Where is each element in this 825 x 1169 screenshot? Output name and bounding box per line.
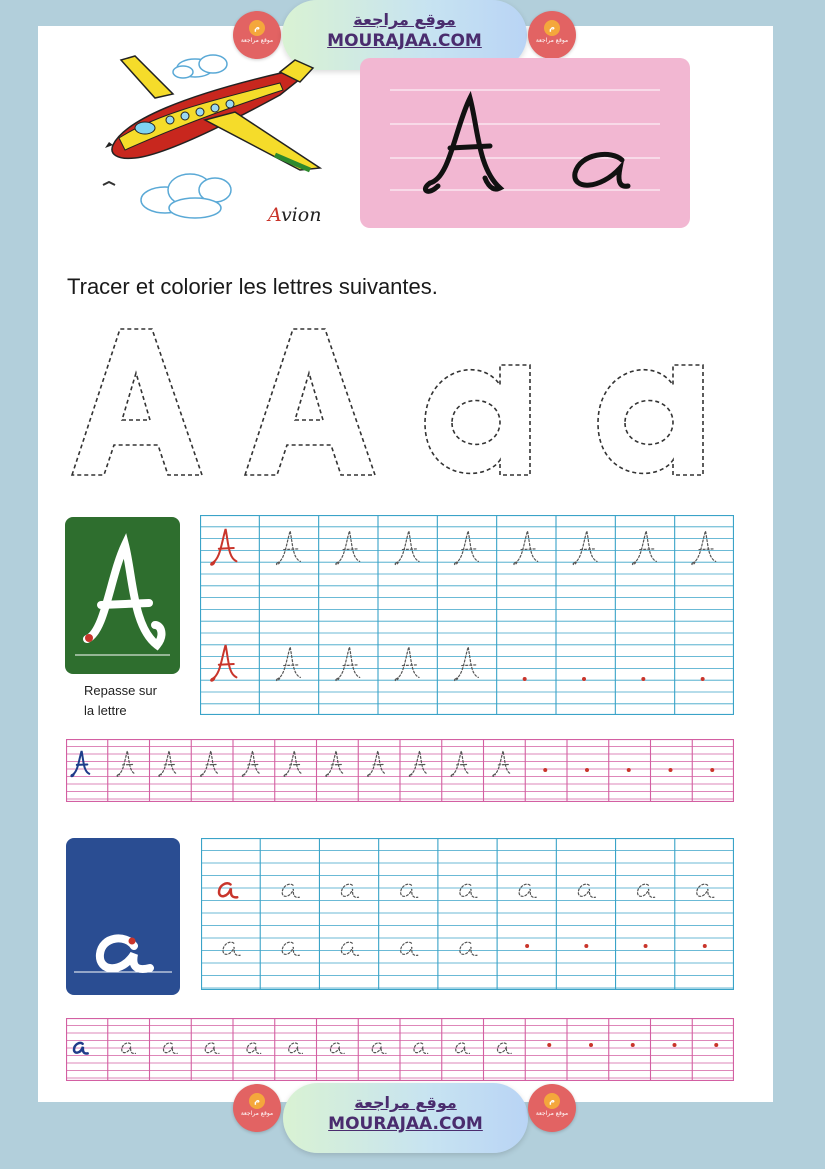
logo-badge: م xyxy=(249,1093,265,1109)
airplane-illustration xyxy=(95,50,335,225)
traceable-letter-A xyxy=(159,751,177,776)
guide-dot xyxy=(589,1043,593,1047)
traceable-letter-A xyxy=(451,751,469,776)
guide-dot xyxy=(584,944,588,948)
logo-badge: م xyxy=(544,20,560,36)
logo-badge: م xyxy=(544,1093,560,1109)
guide-dot xyxy=(673,1043,677,1047)
guide-dot xyxy=(525,944,529,948)
logo-caption: موقع مراجعة xyxy=(535,37,569,44)
banner-latin: MOURAJAA.COM xyxy=(327,31,482,51)
guide-dot xyxy=(714,1043,718,1047)
guide-dot xyxy=(547,1043,551,1047)
guide-dot xyxy=(701,677,705,681)
uppercase-tracing-strip[interactable] xyxy=(66,739,734,802)
traceable-letter-A xyxy=(632,531,656,565)
site-banner-bottom[interactable] xyxy=(283,1083,528,1153)
uppercase-model-letter xyxy=(65,517,180,674)
guide-dot xyxy=(585,768,589,772)
guide-dot xyxy=(627,768,631,772)
picture-word-avion xyxy=(268,204,321,226)
grid-border xyxy=(201,516,734,715)
traceable-letter-A xyxy=(692,531,716,565)
uppercase-tracing-grid[interactable] xyxy=(200,515,734,715)
picture-word-rest: vion xyxy=(280,204,322,226)
banner-latin: MOURAJAA.COM xyxy=(328,1114,483,1134)
traceable-letter-A xyxy=(326,751,344,776)
model-letter-A xyxy=(71,751,89,776)
traceable-letter-A xyxy=(454,531,478,565)
traceable-letter-a xyxy=(341,884,358,897)
logo-caption: موقع مراجعة xyxy=(240,37,274,44)
model-letter-A xyxy=(211,645,236,681)
model-letter-a xyxy=(219,883,237,897)
traceable-letter-A xyxy=(409,751,427,776)
traceable-letter-A xyxy=(395,647,419,681)
traceable-letter-A xyxy=(336,531,360,565)
guide-dot xyxy=(669,768,673,772)
guide-dot xyxy=(543,768,547,772)
traceable-letter-a xyxy=(282,884,299,897)
trace-hint-line1: Repasse sur xyxy=(84,683,157,698)
letter-card-lines xyxy=(360,58,690,228)
trace-hint xyxy=(84,681,157,721)
traceable-letter-A xyxy=(454,647,478,681)
lowercase-model-letter xyxy=(66,838,180,995)
traceable-letter-a xyxy=(341,942,358,955)
traceable-letter-a xyxy=(282,942,299,955)
site-logo-icon[interactable] xyxy=(233,1084,281,1132)
logo-caption: موقع مراجعة xyxy=(535,1110,569,1117)
guide-dot xyxy=(523,677,527,681)
picture-word-first-letter: A xyxy=(268,204,281,226)
traceable-letter-a xyxy=(638,884,655,897)
traceable-letter-A xyxy=(395,531,419,565)
lowercase-tracing-strip[interactable] xyxy=(66,1018,734,1081)
traceable-letter-a xyxy=(578,884,595,897)
traceable-letter-a xyxy=(401,942,418,955)
traceable-letter-a xyxy=(519,884,536,897)
traceable-letter-A xyxy=(284,751,302,776)
traceable-letter-A xyxy=(276,531,300,565)
model-letter-A xyxy=(211,529,236,565)
traceable-letter-A xyxy=(242,751,260,776)
logo-caption: موقع مراجعة xyxy=(240,1110,274,1117)
traceable-letter-a xyxy=(401,884,418,897)
guide-dot xyxy=(631,1043,635,1047)
traceable-letter-A xyxy=(514,531,538,565)
instruction-title: Tracer et colorier les lettres suivantes. xyxy=(67,274,438,299)
guide-dot xyxy=(644,944,648,948)
traceable-letter-a xyxy=(460,884,477,897)
guide-dot xyxy=(710,768,714,772)
lowercase-tracing-grid[interactable] xyxy=(201,838,734,990)
site-logo-icon[interactable] xyxy=(528,1084,576,1132)
trace-hint-line2: la lettre xyxy=(84,703,127,718)
logo-badge: م xyxy=(249,20,265,36)
traceable-letter-A xyxy=(368,751,386,776)
traceable-letter-a xyxy=(223,942,240,955)
grid-border xyxy=(202,839,734,990)
traceable-letter-A xyxy=(117,751,135,776)
traceable-letter-A xyxy=(276,647,300,681)
traceable-letter-A xyxy=(493,751,511,776)
traceable-letter-a xyxy=(697,884,714,897)
guide-dot xyxy=(582,677,586,681)
traceable-letter-A xyxy=(573,531,597,565)
guide-dot xyxy=(641,677,645,681)
banner-arabic: موقع مراجعة xyxy=(354,1093,457,1112)
traceable-letter-a xyxy=(460,942,477,955)
bird-illustration xyxy=(103,182,115,185)
site-logo-icon[interactable] xyxy=(528,11,576,59)
traceable-letter-A xyxy=(336,647,360,681)
dotted-outline-letters[interactable] xyxy=(70,325,710,485)
banner-arabic: موقع مراجعة xyxy=(353,10,456,29)
guide-dot xyxy=(703,944,707,948)
traceable-letter-A xyxy=(201,751,219,776)
